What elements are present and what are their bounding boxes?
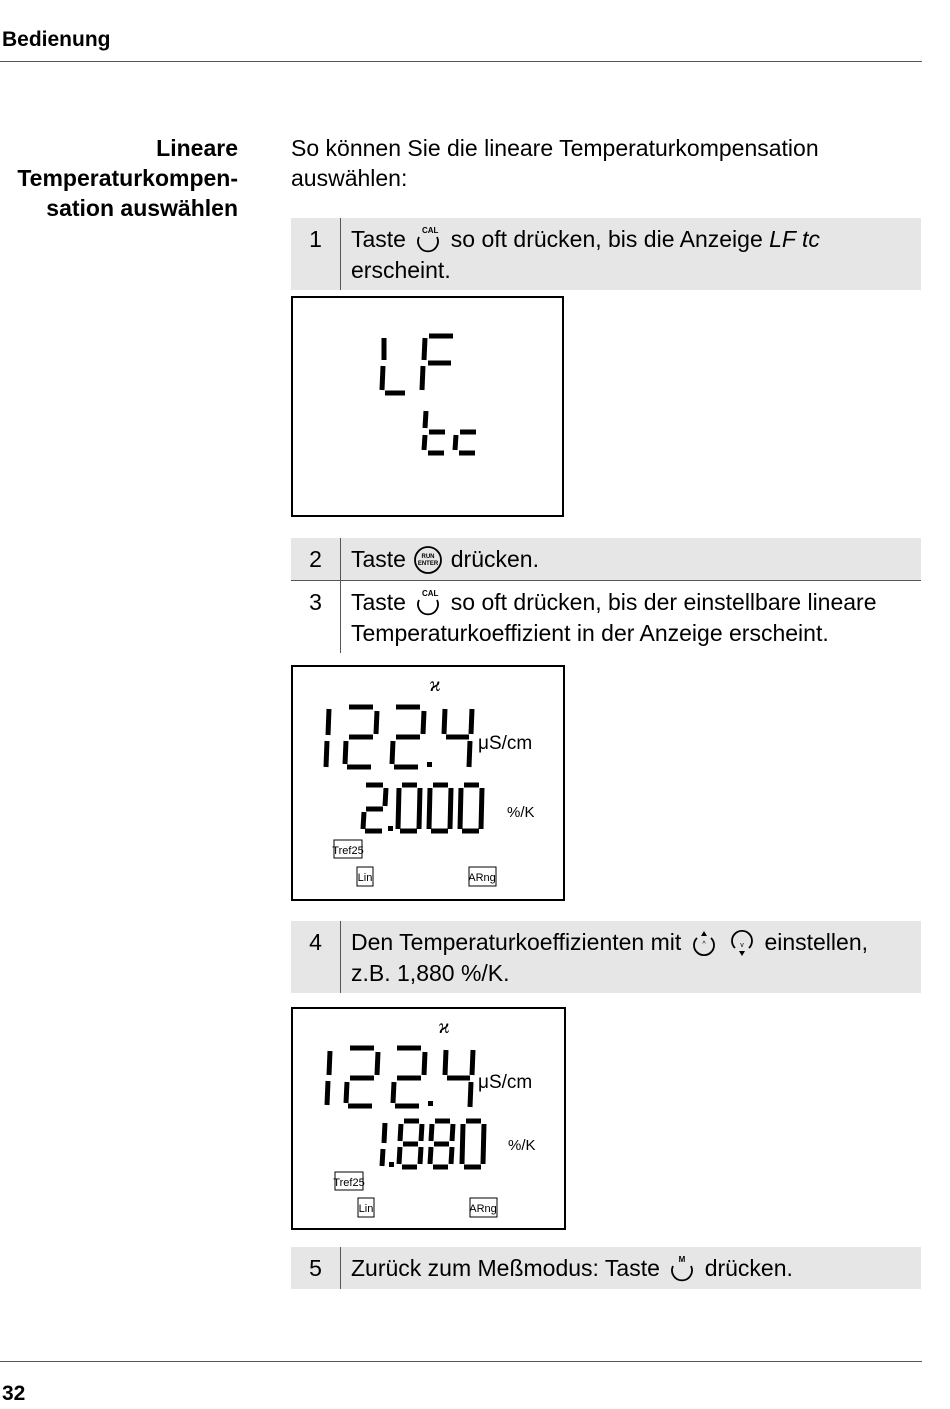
- step-number: 1: [291, 218, 341, 290]
- footer-rule: [0, 1361, 922, 1362]
- lcd-display-1880: [291, 1007, 566, 1230]
- step-text: [341, 1247, 921, 1289]
- unit-label: μS/cm: [478, 733, 533, 754]
- step-2: [291, 538, 921, 580]
- step-number: 4: [291, 921, 341, 993]
- heading-line-1: Lineare: [156, 135, 238, 161]
- svg-text:v: v: [740, 942, 744, 949]
- up-key-icon: [688, 928, 720, 958]
- tref-indicator: Tref25: [332, 845, 364, 857]
- step-text-post: drücken.: [450, 546, 539, 572]
- lin-indicator: Lin: [357, 872, 373, 884]
- unit-label: μS/cm: [478, 1072, 533, 1093]
- step-text-post: einstellen, z.B. 1,880 %/K.: [351, 929, 869, 986]
- svg-text:^: ^: [702, 941, 706, 948]
- cal-key-label: CAL: [422, 226, 439, 235]
- sub-unit-label: %/K: [508, 1137, 536, 1154]
- lcd-segments: [293, 667, 567, 903]
- step-text-pre: Taste: [351, 226, 406, 252]
- section-heading: [17, 133, 238, 223]
- svg-text:RUN: RUN: [421, 554, 435, 560]
- step-text-pre: Taste: [351, 589, 406, 615]
- step-text-post: so oft drücken, bis der einstellbare lineare Temperaturkoeffizient in der Anzeige erscheint.: [351, 589, 877, 646]
- conductivity-symbol: ϰ: [438, 1016, 450, 1038]
- step-text: [341, 218, 921, 290]
- arng-indicator: ARng: [469, 1203, 497, 1215]
- intro-text: So können Sie die lineare Temperaturkompensation auswählen:: [291, 135, 819, 191]
- step-text-pre: Zurück zum Meßmodus: Taste: [351, 1255, 660, 1281]
- step-text-pre: Taste: [351, 546, 406, 572]
- down-key-icon: [726, 928, 758, 958]
- cal-key-icon: [412, 588, 444, 618]
- heading-line-2: Temperaturkompen-: [17, 165, 238, 191]
- step-text-pre: Den Temperaturkoeffizienten mit: [351, 929, 682, 955]
- step-text-post: drücken.: [704, 1255, 793, 1281]
- m-key-label: M: [678, 1255, 686, 1264]
- run-enter-key-icon: [412, 545, 444, 575]
- step-number: 2: [291, 538, 341, 580]
- cal-key-icon: [412, 225, 444, 255]
- step-text: [341, 538, 921, 580]
- page-number: 32: [2, 1382, 26, 1405]
- heading-line-3: sation auswählen: [46, 195, 238, 221]
- display-reference: LF tc: [769, 226, 820, 252]
- header-rule: [0, 61, 922, 62]
- step-text: [341, 921, 921, 993]
- tref-indicator: Tref25: [333, 1177, 365, 1189]
- step-3: [291, 580, 921, 653]
- lcd-display-2000: [291, 665, 565, 901]
- lin-indicator: Lin: [358, 1203, 374, 1215]
- arng-indicator: ARng: [468, 872, 496, 884]
- m-key-icon: [666, 1254, 698, 1284]
- step-4: [291, 921, 921, 993]
- cal-key-label: CAL: [422, 589, 439, 598]
- lcd-display-lf-tc: [291, 296, 564, 517]
- lcd-segments: [293, 1009, 568, 1232]
- sub-unit-label: %/K: [507, 804, 535, 821]
- step-number: 5: [291, 1247, 341, 1289]
- running-header: Bedienung: [2, 28, 111, 51]
- step-number: 3: [291, 581, 341, 653]
- step-text: [341, 581, 921, 653]
- lcd-segments: [293, 298, 566, 519]
- step-text-end: erscheint.: [351, 257, 451, 283]
- step-text-post: so oft drücken, bis die Anzeige: [450, 226, 763, 252]
- svg-text:ENTER: ENTER: [418, 561, 439, 567]
- conductivity-symbol: ϰ: [429, 674, 441, 696]
- step-1: [291, 218, 921, 290]
- step-5: [291, 1247, 921, 1289]
